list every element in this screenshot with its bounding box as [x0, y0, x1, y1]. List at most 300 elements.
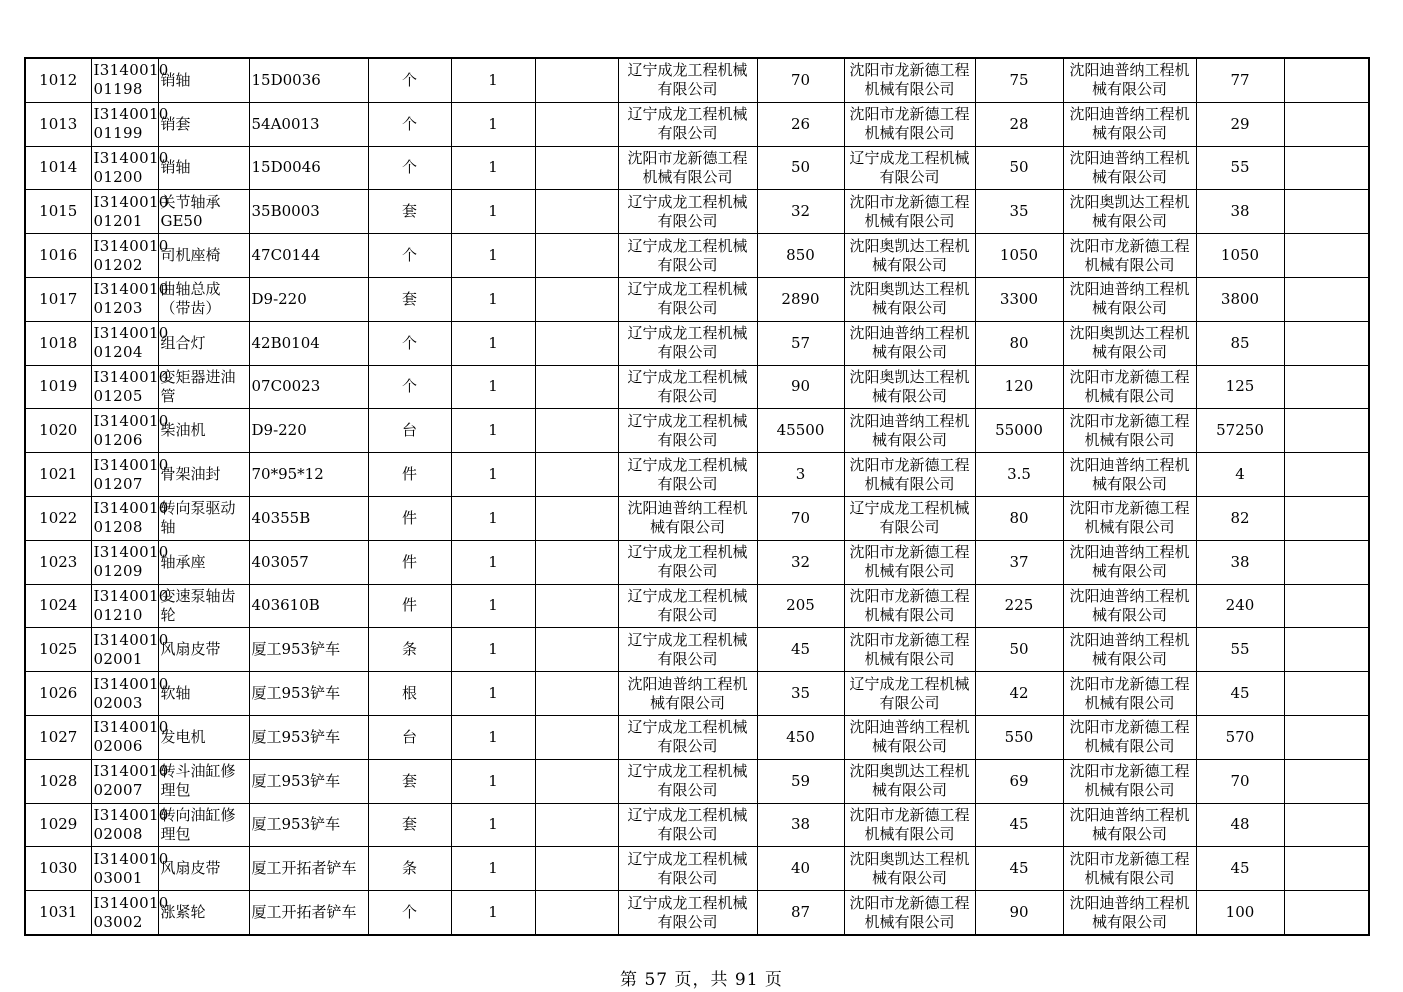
supplier-3-cell: 沈阳迪普纳工程机械有限公司: [1063, 803, 1196, 847]
remark-cell: [1284, 234, 1369, 278]
quantity-cell: 1: [451, 584, 535, 628]
quantity-cell: 1: [451, 146, 535, 190]
item-spec-cell: 403057: [249, 540, 368, 584]
quantity-cell: 1: [451, 102, 535, 146]
price-1-cell: 850: [757, 234, 844, 278]
supplier-3-cell: 沈阳市龙新德工程机械有限公司: [1063, 847, 1196, 891]
blank-cell: [535, 321, 618, 365]
item-spec-cell: D9-220: [249, 409, 368, 453]
blank-cell: [535, 453, 618, 497]
price-3-cell: 125: [1196, 365, 1284, 409]
item-name-cell: 骨架油封: [158, 453, 249, 497]
blank-cell: [535, 365, 618, 409]
price-3-cell: 48: [1196, 803, 1284, 847]
supplier-2-cell: 沈阳市龙新德工程机械有限公司: [844, 628, 975, 672]
price-1-cell: 70: [757, 496, 844, 540]
price-2-cell: 50: [975, 146, 1063, 190]
quantity-cell: 1: [451, 234, 535, 278]
remark-cell: [1284, 584, 1369, 628]
item-name-cell: 关节轴承GE50: [158, 190, 249, 234]
remark-cell: [1284, 759, 1369, 803]
price-2-cell: 45: [975, 847, 1063, 891]
item-code-cell: I3140010 02008: [91, 803, 158, 847]
row-number-cell: 1020: [25, 409, 91, 453]
blank-cell: [535, 58, 618, 102]
item-code-cell: I3140010 01200: [91, 146, 158, 190]
item-name-cell: 发电机: [158, 715, 249, 759]
item-spec-cell: 40355B: [249, 496, 368, 540]
item-spec-cell: 42B0104: [249, 321, 368, 365]
item-code-cell: I3140010 03001: [91, 847, 158, 891]
supplier-1-cell: 辽宁成龙工程机械有限公司: [618, 234, 757, 278]
item-spec-cell: 厦工开拓者铲车: [249, 891, 368, 935]
item-code-cell: I3140010 01201: [91, 190, 158, 234]
row-number-cell: 1014: [25, 146, 91, 190]
supplier-2-cell: 沈阳奥凯达工程机械有限公司: [844, 234, 975, 278]
price-2-cell: 45: [975, 803, 1063, 847]
item-name-cell: 柴油机: [158, 409, 249, 453]
price-comparison-table: [24, 57, 1370, 936]
price-3-cell: 29: [1196, 102, 1284, 146]
item-code-cell: I3140010 01206: [91, 409, 158, 453]
blank-cell: [535, 496, 618, 540]
price-2-cell: 69: [975, 759, 1063, 803]
table-row: [25, 628, 1369, 672]
table-row: [25, 847, 1369, 891]
item-code-cell: I3140010 01209: [91, 540, 158, 584]
price-2-cell: 3.5: [975, 453, 1063, 497]
table-row: [25, 409, 1369, 453]
quantity-cell: 1: [451, 365, 535, 409]
item-name-cell: 软轴: [158, 672, 249, 716]
remark-cell: [1284, 540, 1369, 584]
remark-cell: [1284, 803, 1369, 847]
remark-cell: [1284, 409, 1369, 453]
table-row: [25, 234, 1369, 278]
blank-cell: [535, 146, 618, 190]
unit-cell: 个: [368, 321, 451, 365]
supplier-3-cell: 沈阳市龙新德工程机械有限公司: [1063, 496, 1196, 540]
supplier-1-cell: 辽宁成龙工程机械有限公司: [618, 365, 757, 409]
item-name-cell: 变速泵轴齿轮: [158, 584, 249, 628]
blank-cell: [535, 672, 618, 716]
blank-cell: [535, 584, 618, 628]
price-1-cell: 87: [757, 891, 844, 935]
unit-cell: 件: [368, 584, 451, 628]
row-number-cell: 1027: [25, 715, 91, 759]
row-number-cell: 1013: [25, 102, 91, 146]
quantity-cell: 1: [451, 715, 535, 759]
item-spec-cell: 15D0046: [249, 146, 368, 190]
unit-cell: 台: [368, 409, 451, 453]
price-2-cell: 225: [975, 584, 1063, 628]
item-code-cell: I3140010 03002: [91, 891, 158, 935]
item-spec-cell: 403610B: [249, 584, 368, 628]
price-3-cell: 38: [1196, 540, 1284, 584]
supplier-1-cell: 辽宁成龙工程机械有限公司: [618, 540, 757, 584]
price-2-cell: 75: [975, 58, 1063, 102]
price-3-cell: 240: [1196, 584, 1284, 628]
supplier-2-cell: 辽宁成龙工程机械有限公司: [844, 146, 975, 190]
remark-cell: [1284, 715, 1369, 759]
item-code-cell: I3140010 02007: [91, 759, 158, 803]
supplier-1-cell: 沈阳迪普纳工程机械有限公司: [618, 672, 757, 716]
price-1-cell: 450: [757, 715, 844, 759]
quantity-cell: 1: [451, 891, 535, 935]
row-number-cell: 1019: [25, 365, 91, 409]
supplier-2-cell: 沈阳奥凯达工程机械有限公司: [844, 759, 975, 803]
table-row: [25, 540, 1369, 584]
unit-cell: 台: [368, 715, 451, 759]
item-code-cell: I3140010 02006: [91, 715, 158, 759]
supplier-1-cell: 辽宁成龙工程机械有限公司: [618, 409, 757, 453]
table-row: [25, 321, 1369, 365]
item-name-cell: 司机座椅: [158, 234, 249, 278]
remark-cell: [1284, 891, 1369, 935]
quantity-cell: 1: [451, 672, 535, 716]
price-3-cell: 100: [1196, 891, 1284, 935]
table-row: [25, 584, 1369, 628]
price-3-cell: 3800: [1196, 277, 1284, 321]
price-1-cell: 26: [757, 102, 844, 146]
supplier-1-cell: 辽宁成龙工程机械有限公司: [618, 803, 757, 847]
table-row: [25, 365, 1369, 409]
price-3-cell: 45: [1196, 672, 1284, 716]
item-spec-cell: 47C0144: [249, 234, 368, 278]
remark-cell: [1284, 321, 1369, 365]
item-spec-cell: 厦工953铲车: [249, 628, 368, 672]
item-name-cell: 销轴: [158, 146, 249, 190]
blank-cell: [535, 409, 618, 453]
supplier-2-cell: 沈阳市龙新德工程机械有限公司: [844, 540, 975, 584]
quantity-cell: 1: [451, 803, 535, 847]
blank-cell: [535, 628, 618, 672]
unit-cell: 个: [368, 102, 451, 146]
table-row: [25, 146, 1369, 190]
supplier-3-cell: 沈阳迪普纳工程机械有限公司: [1063, 102, 1196, 146]
price-2-cell: 80: [975, 321, 1063, 365]
supplier-2-cell: 沈阳迪普纳工程机械有限公司: [844, 715, 975, 759]
price-3-cell: 570: [1196, 715, 1284, 759]
supplier-1-cell: 辽宁成龙工程机械有限公司: [618, 277, 757, 321]
price-1-cell: 70: [757, 58, 844, 102]
row-number-cell: 1023: [25, 540, 91, 584]
supplier-1-cell: 沈阳市龙新德工程机械有限公司: [618, 146, 757, 190]
remark-cell: [1284, 628, 1369, 672]
row-number-cell: 1024: [25, 584, 91, 628]
price-3-cell: 55: [1196, 628, 1284, 672]
item-spec-cell: 54A0013: [249, 102, 368, 146]
unit-cell: 件: [368, 496, 451, 540]
item-code-cell: I3140010 02003: [91, 672, 158, 716]
table-row: [25, 759, 1369, 803]
blank-cell: [535, 803, 618, 847]
unit-cell: 套: [368, 190, 451, 234]
supplier-2-cell: 沈阳市龙新德工程机械有限公司: [844, 58, 975, 102]
row-number-cell: 1029: [25, 803, 91, 847]
unit-cell: 件: [368, 453, 451, 497]
row-number-cell: 1021: [25, 453, 91, 497]
supplier-3-cell: 沈阳迪普纳工程机械有限公司: [1063, 453, 1196, 497]
item-name-cell: 销套: [158, 102, 249, 146]
unit-cell: 个: [368, 365, 451, 409]
unit-cell: 个: [368, 891, 451, 935]
unit-cell: 根: [368, 672, 451, 716]
quantity-cell: 1: [451, 190, 535, 234]
quantity-cell: 1: [451, 847, 535, 891]
item-name-cell: 曲轴总成（带齿）: [158, 277, 249, 321]
price-1-cell: 38: [757, 803, 844, 847]
price-2-cell: 80: [975, 496, 1063, 540]
table-row: [25, 891, 1369, 935]
supplier-2-cell: 沈阳迪普纳工程机械有限公司: [844, 321, 975, 365]
blank-cell: [535, 847, 618, 891]
table-row: [25, 190, 1369, 234]
supplier-3-cell: 沈阳迪普纳工程机械有限公司: [1063, 584, 1196, 628]
item-code-cell: I3140010 01208: [91, 496, 158, 540]
supplier-3-cell: 沈阳迪普纳工程机械有限公司: [1063, 146, 1196, 190]
supplier-2-cell: 沈阳市龙新德工程机械有限公司: [844, 584, 975, 628]
price-3-cell: 85: [1196, 321, 1284, 365]
item-name-cell: 转向油缸修理包: [158, 803, 249, 847]
price-1-cell: 57: [757, 321, 844, 365]
table-row: [25, 277, 1369, 321]
supplier-1-cell: 辽宁成龙工程机械有限公司: [618, 190, 757, 234]
item-name-cell: 组合灯: [158, 321, 249, 365]
row-number-cell: 1022: [25, 496, 91, 540]
row-number-cell: 1025: [25, 628, 91, 672]
item-name-cell: 转向泵驱动轴: [158, 496, 249, 540]
blank-cell: [535, 540, 618, 584]
quantity-cell: 1: [451, 321, 535, 365]
supplier-1-cell: 辽宁成龙工程机械有限公司: [618, 628, 757, 672]
supplier-3-cell: 沈阳市龙新德工程机械有限公司: [1063, 672, 1196, 716]
price-3-cell: 57250: [1196, 409, 1284, 453]
table-row: [25, 496, 1369, 540]
supplier-3-cell: 沈阳奥凯达工程机械有限公司: [1063, 321, 1196, 365]
blank-cell: [535, 234, 618, 278]
blank-cell: [535, 759, 618, 803]
quantity-cell: 1: [451, 453, 535, 497]
blank-cell: [535, 190, 618, 234]
supplier-3-cell: 沈阳迪普纳工程机械有限公司: [1063, 277, 1196, 321]
quantity-cell: 1: [451, 496, 535, 540]
price-1-cell: 45: [757, 628, 844, 672]
price-3-cell: 70: [1196, 759, 1284, 803]
unit-cell: 件: [368, 540, 451, 584]
quantity-cell: 1: [451, 409, 535, 453]
supplier-2-cell: 沈阳迪普纳工程机械有限公司: [844, 409, 975, 453]
price-1-cell: 50: [757, 146, 844, 190]
remark-cell: [1284, 277, 1369, 321]
unit-cell: 条: [368, 847, 451, 891]
item-spec-cell: 厦工开拓者铲车: [249, 847, 368, 891]
supplier-1-cell: 辽宁成龙工程机械有限公司: [618, 321, 757, 365]
item-name-cell: 风扇皮带: [158, 628, 249, 672]
supplier-1-cell: 辽宁成龙工程机械有限公司: [618, 847, 757, 891]
price-2-cell: 35: [975, 190, 1063, 234]
row-number-cell: 1031: [25, 891, 91, 935]
price-1-cell: 90: [757, 365, 844, 409]
item-code-cell: I3140010 01205: [91, 365, 158, 409]
price-2-cell: 550: [975, 715, 1063, 759]
row-number-cell: 1030: [25, 847, 91, 891]
row-number-cell: 1018: [25, 321, 91, 365]
item-spec-cell: 厦工953铲车: [249, 759, 368, 803]
item-code-cell: I3140010 01202: [91, 234, 158, 278]
price-3-cell: 55: [1196, 146, 1284, 190]
price-3-cell: 38: [1196, 190, 1284, 234]
quantity-cell: 1: [451, 540, 535, 584]
blank-cell: [535, 277, 618, 321]
remark-cell: [1284, 146, 1369, 190]
item-code-cell: I3140010 01210: [91, 584, 158, 628]
supplier-2-cell: 沈阳奥凯达工程机械有限公司: [844, 277, 975, 321]
item-code-cell: I3140010 01199: [91, 102, 158, 146]
price-1-cell: 59: [757, 759, 844, 803]
price-1-cell: 32: [757, 190, 844, 234]
table-row: [25, 715, 1369, 759]
remark-cell: [1284, 58, 1369, 102]
price-2-cell: 1050: [975, 234, 1063, 278]
remark-cell: [1284, 453, 1369, 497]
remark-cell: [1284, 102, 1369, 146]
price-2-cell: 3300: [975, 277, 1063, 321]
supplier-1-cell: 辽宁成龙工程机械有限公司: [618, 102, 757, 146]
blank-cell: [535, 102, 618, 146]
price-2-cell: 50: [975, 628, 1063, 672]
table-row: [25, 102, 1369, 146]
quantity-cell: 1: [451, 277, 535, 321]
supplier-3-cell: 沈阳市龙新德工程机械有限公司: [1063, 409, 1196, 453]
price-2-cell: 42: [975, 672, 1063, 716]
supplier-2-cell: 沈阳市龙新德工程机械有限公司: [844, 803, 975, 847]
supplier-1-cell: 沈阳迪普纳工程机械有限公司: [618, 496, 757, 540]
row-number-cell: 1016: [25, 234, 91, 278]
table-row: [25, 803, 1369, 847]
item-spec-cell: 厦工953铲车: [249, 672, 368, 716]
supplier-1-cell: 辽宁成龙工程机械有限公司: [618, 715, 757, 759]
item-name-cell: 风扇皮带: [158, 847, 249, 891]
price-1-cell: 3: [757, 453, 844, 497]
supplier-2-cell: 辽宁成龙工程机械有限公司: [844, 496, 975, 540]
supplier-1-cell: 辽宁成龙工程机械有限公司: [618, 759, 757, 803]
remark-cell: [1284, 496, 1369, 540]
supplier-3-cell: 沈阳迪普纳工程机械有限公司: [1063, 891, 1196, 935]
supplier-3-cell: 沈阳迪普纳工程机械有限公司: [1063, 628, 1196, 672]
row-number-cell: 1017: [25, 277, 91, 321]
item-name-cell: 转斗油缸修理包: [158, 759, 249, 803]
item-code-cell: I3140010 01203: [91, 277, 158, 321]
unit-cell: 套: [368, 277, 451, 321]
remark-cell: [1284, 190, 1369, 234]
item-spec-cell: 厦工953铲车: [249, 715, 368, 759]
price-2-cell: 120: [975, 365, 1063, 409]
unit-cell: 套: [368, 759, 451, 803]
item-spec-cell: 厦工953铲车: [249, 803, 368, 847]
supplier-3-cell: 沈阳迪普纳工程机械有限公司: [1063, 58, 1196, 102]
supplier-3-cell: 沈阳市龙新德工程机械有限公司: [1063, 365, 1196, 409]
price-1-cell: 35: [757, 672, 844, 716]
unit-cell: 个: [368, 234, 451, 278]
price-1-cell: 32: [757, 540, 844, 584]
item-spec-cell: D9-220: [249, 277, 368, 321]
price-2-cell: 90: [975, 891, 1063, 935]
supplier-1-cell: 辽宁成龙工程机械有限公司: [618, 453, 757, 497]
unit-cell: 条: [368, 628, 451, 672]
price-3-cell: 82: [1196, 496, 1284, 540]
price-2-cell: 55000: [975, 409, 1063, 453]
item-spec-cell: 15D0036: [249, 58, 368, 102]
item-name-cell: 销轴: [158, 58, 249, 102]
item-name-cell: 轴承座: [158, 540, 249, 584]
supplier-2-cell: 沈阳市龙新德工程机械有限公司: [844, 891, 975, 935]
unit-cell: 个: [368, 58, 451, 102]
price-2-cell: 37: [975, 540, 1063, 584]
remark-cell: [1284, 672, 1369, 716]
supplier-3-cell: 沈阳市龙新德工程机械有限公司: [1063, 759, 1196, 803]
row-number-cell: 1015: [25, 190, 91, 234]
price-2-cell: 28: [975, 102, 1063, 146]
unit-cell: 个: [368, 146, 451, 190]
supplier-3-cell: 沈阳奥凯达工程机械有限公司: [1063, 190, 1196, 234]
price-1-cell: 2890: [757, 277, 844, 321]
supplier-1-cell: 辽宁成龙工程机械有限公司: [618, 584, 757, 628]
item-spec-cell: 35B0003: [249, 190, 368, 234]
price-3-cell: 1050: [1196, 234, 1284, 278]
item-code-cell: I3140010 01204: [91, 321, 158, 365]
supplier-2-cell: 沈阳市龙新德工程机械有限公司: [844, 190, 975, 234]
supplier-2-cell: 沈阳奥凯达工程机械有限公司: [844, 847, 975, 891]
supplier-1-cell: 辽宁成龙工程机械有限公司: [618, 891, 757, 935]
blank-cell: [535, 891, 618, 935]
quantity-cell: 1: [451, 628, 535, 672]
quantity-cell: 1: [451, 759, 535, 803]
price-3-cell: 4: [1196, 453, 1284, 497]
price-3-cell: 77: [1196, 58, 1284, 102]
remark-cell: [1284, 365, 1369, 409]
supplier-2-cell: 沈阳市龙新德工程机械有限公司: [844, 102, 975, 146]
supplier-2-cell: 沈阳市龙新德工程机械有限公司: [844, 453, 975, 497]
supplier-1-cell: 辽宁成龙工程机械有限公司: [618, 58, 757, 102]
supplier-2-cell: 沈阳奥凯达工程机械有限公司: [844, 365, 975, 409]
table-row: [25, 58, 1369, 102]
row-number-cell: 1028: [25, 759, 91, 803]
price-1-cell: 40: [757, 847, 844, 891]
table-row: [25, 672, 1369, 716]
supplier-3-cell: 沈阳迪普纳工程机械有限公司: [1063, 540, 1196, 584]
item-code-cell: I3140010 01207: [91, 453, 158, 497]
price-1-cell: 45500: [757, 409, 844, 453]
row-number-cell: 1012: [25, 58, 91, 102]
unit-cell: 套: [368, 803, 451, 847]
supplier-3-cell: 沈阳市龙新德工程机械有限公司: [1063, 715, 1196, 759]
table-row: [25, 453, 1369, 497]
item-spec-cell: 07C0023: [249, 365, 368, 409]
price-3-cell: 45: [1196, 847, 1284, 891]
remark-cell: [1284, 847, 1369, 891]
supplier-2-cell: 辽宁成龙工程机械有限公司: [844, 672, 975, 716]
item-spec-cell: 70*95*12: [249, 453, 368, 497]
item-code-cell: I3140010 02001: [91, 628, 158, 672]
price-1-cell: 205: [757, 584, 844, 628]
item-code-cell: I3140010 01198: [91, 58, 158, 102]
page-footer: 第 57 页，共 91 页: [620, 970, 783, 990]
supplier-3-cell: 沈阳市龙新德工程机械有限公司: [1063, 234, 1196, 278]
item-name-cell: 变矩器进油管: [158, 365, 249, 409]
blank-cell: [535, 715, 618, 759]
row-number-cell: 1026: [25, 672, 91, 716]
